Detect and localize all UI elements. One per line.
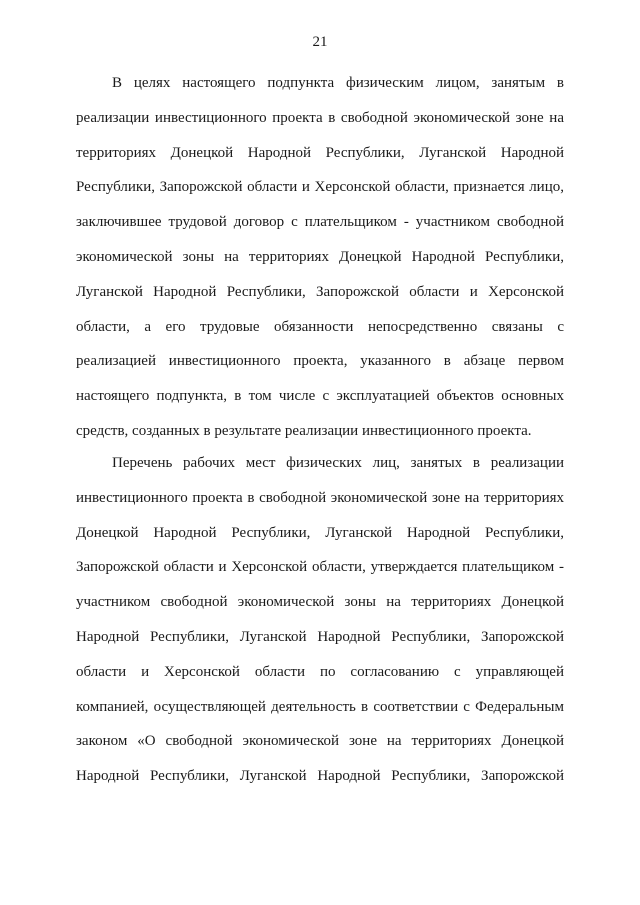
- text-line: законом «О свободной экономической зоне на территориях Донецкой: [76, 733, 564, 750]
- text-line: Народной Республики, Луганской Народной Республики, Запорожской: [76, 768, 564, 785]
- text-line: области, а его трудовые обязанности непосредственно связаны с: [76, 318, 564, 335]
- text-line: области и Херсонской области по согласованию с управляющей: [76, 663, 564, 680]
- text-line: Луганской Народной Республики, Запорожской области и Херсонской: [76, 283, 564, 300]
- text-line: Народной Республики, Луганской Народной Республики, Запорожской: [76, 628, 564, 645]
- text-line: Донецкой Народной Республики, Луганской Народной Республики,: [76, 524, 564, 541]
- text-line: Перечень рабочих мест физических лиц, занятых в реализации: [112, 455, 564, 471]
- text-line: настоящего подпункта, в том числе с эксплуатацией объектов основных: [76, 388, 564, 405]
- text-line: территориях Донецкой Народной Республики, Луганской Народной: [76, 144, 564, 161]
- text-line: экономической зоны на территориях Донецкой Народной Республики,: [76, 248, 564, 265]
- paragraph: [76, 446, 564, 794]
- text-line: участником свободной экономической зоны на территориях Донецкой: [76, 594, 564, 611]
- paragraph: [76, 66, 564, 449]
- text-line: В целях настоящего подпункта физическим лицом, занятым в: [112, 75, 564, 91]
- page-number: 21: [312, 34, 328, 50]
- text-line: средств, созданных в результате реализации инвестиционного проекта.: [76, 422, 532, 439]
- text-line: реализации инвестиционного проекта в свободной экономической зоне на: [76, 109, 564, 126]
- text-line: Республики, Запорожской области и Херсонской области, признается лицо,: [76, 179, 564, 196]
- text-line: компанией, осуществляющей деятельность в соответствии с Федеральным: [76, 698, 564, 715]
- text-line: Запорожской области и Херсонской области, утверждается плательщиком -: [76, 559, 564, 576]
- text-line: заключившее трудовой договор с плательщиком - участником свободной: [76, 214, 564, 231]
- text-line: инвестиционного проекта в свободной экономической зоне на территориях: [76, 489, 564, 506]
- text-line: реализацией инвестиционного проекта, указанного в абзаце первом: [76, 353, 564, 370]
